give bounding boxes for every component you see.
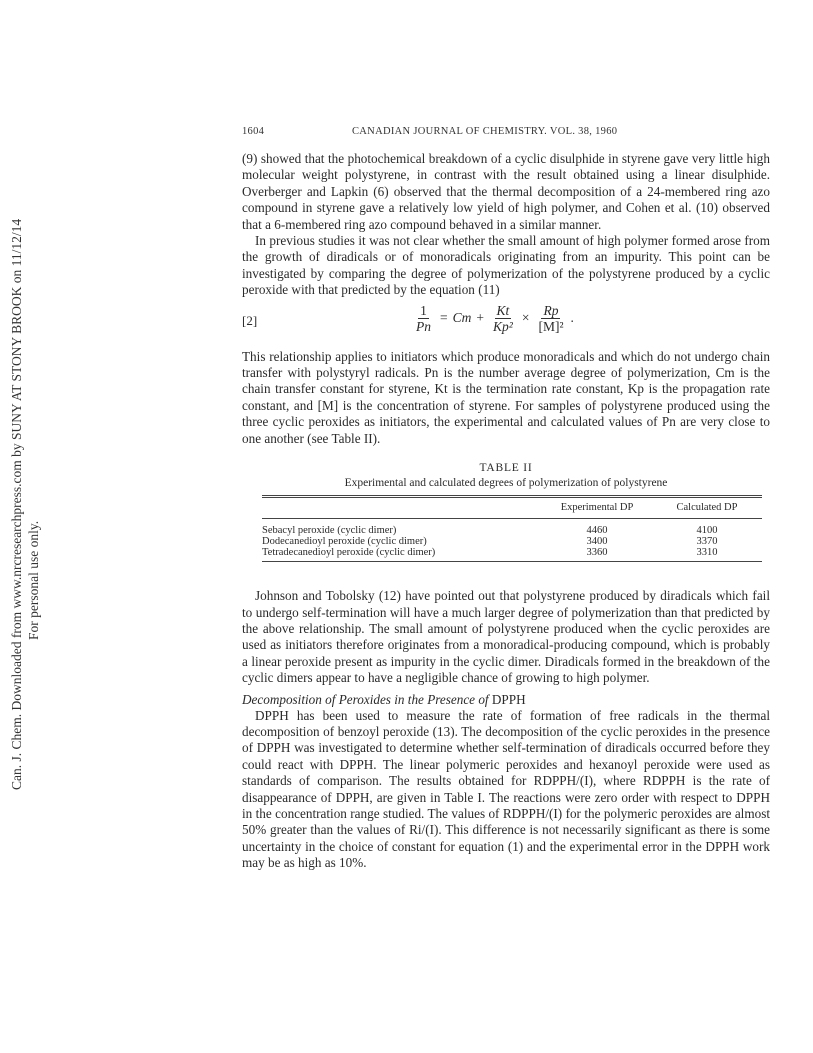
equation-number: [2]: [242, 312, 258, 328]
download-notice: Can. J. Chem. Downloaded from www.nrcresearchpress.com by SUNY AT STONY BROOK on 11/12/14: [9, 218, 24, 790]
paragraph-5: DPPH has been used to measure the rate of formation of free radicals in the thermal decomposition of benzoyl peroxide (13). The decomposition of the cyclic peroxides in the presence of DPPH was investigated to determine whether self-termination of diradicals occurred before they could react with DPPH. The linear polymeric peroxides and hexanoyl peroxide were used as standards of comparison. The results obtained for RDPPH/(I), where RDPPH is the rate of disappearance of DPPH, are given in Table I. The reactions were zero order with respect to DPPH in the concentration range studied. The values of RDPPH/(I) for the polymeric peroxides are almost 50% greater than the values of Ri/(I). This difference is not necessarily significant as there is some uncertainty in the choice of constant for equation (1) and the experimental error in the DPPH work may be as high as 10%.: [242, 707, 770, 871]
table-cell: 4460: [586, 525, 608, 537]
page-number: 1604: [242, 126, 265, 137]
journal-title: CANADIAN JOURNAL OF CHEMISTRY. VOL. 38, 1960: [352, 126, 618, 137]
plus-sign: +: [476, 310, 485, 326]
page-body: [242, 126, 770, 872]
table-row: [262, 547, 762, 562]
lhs-numerator: 1: [420, 302, 427, 318]
kt-numerator: Kt: [496, 302, 510, 318]
table-label: TABLE II: [479, 462, 533, 475]
table-caption: [242, 461, 770, 491]
dp-table: [262, 495, 762, 562]
rp-numerator: Rp: [543, 302, 559, 318]
table-cell: Sebacyl peroxide (cyclic dimer): [262, 525, 397, 537]
rate-constant-fraction: [491, 303, 515, 334]
table-cell: 3400: [586, 536, 608, 548]
table-cell: 4100: [696, 525, 718, 537]
kp-denominator: Kp²: [493, 318, 513, 334]
lhs-fraction: [414, 303, 433, 334]
table-header-cell: Calculated DP: [652, 497, 762, 519]
table-row: [262, 536, 762, 547]
table-row: [262, 519, 762, 537]
section-heading: [242, 691, 770, 708]
running-header: [242, 126, 770, 137]
monomer-denominator: [M]²: [538, 318, 564, 334]
usage-notice: For personal use only.: [26, 520, 41, 640]
paragraph-4: Johnson and Tobolsky (12) have pointed out that polystyrene produced by diradicals which fail to undergo self-termination will have a much larger degree of polymerization than that predicted by the above relationship. The small amount of polystyrene produced when the cyclic peroxides are used as initiators therefore originates from a monoradical-producing compound, which is probably a linear peroxide present as impurity in the cyclic dimer. Diradicals formed in the breakdown of the cyclic dimers appear to have a negligible chance of growing to high polymer.: [242, 588, 770, 686]
download-watermark: [8, 218, 48, 790]
lhs-denominator: Pn: [416, 318, 431, 334]
section-heading-dpph: DPPH: [491, 691, 526, 707]
equals-sign: =: [440, 310, 448, 326]
table-cell: 3370: [696, 536, 718, 548]
paragraph-2: In previous studies it was not clear whether the small amount of high polymer formed arose from the growth of diradicals or of monoradicals originating from an impurity. This point can be investigated by comparing the degree of polymerization of the polystyrene produced by a cyclic peroxide with that predicted by the equation (11): [242, 233, 770, 298]
table-cell: Dodecanedioyl peroxide (cyclic dimer): [262, 536, 427, 548]
equation-body: [412, 303, 574, 334]
table-cell: 3310: [652, 547, 762, 562]
table-header-cell: [262, 497, 542, 519]
table-cell: Tetradecanedioyl peroxide (cyclic dimer): [262, 547, 542, 562]
equation-period: .: [570, 310, 574, 326]
rate-fraction: [536, 303, 565, 334]
equation-2: [242, 303, 770, 347]
table-header-row: [262, 497, 762, 519]
times-sign: ×: [521, 310, 530, 326]
paragraph-3: This relationship applies to initiators which produce monoradicals and which do not undergo chain transfer with polystyryl radicals. Pn is the number average degree of polymerization, Cm is the chain transfer constant for styrene, Kt is the termination rate constant, Kp is the propagation rate constant, and [M] is the concentration of styrene. For samples of polystyrene produced using the three cyclic peroxides as initiators, the experimental and calculated values of Pn are very close to one another (see Table II).: [242, 348, 770, 446]
chain-transfer-term: Cm: [452, 310, 472, 326]
table-header-cell: Experimental DP: [542, 497, 652, 519]
paragraph-1: (9) showed that the photochemical breakdown of a cyclic disulphide in styrene gave very little high molecular weight polystyrene, in contrast with the result obtained using a linear disulphide. Overberger and Lapkin (6) observed that the thermal decomposition of a 24-membered ring azo compound in styrene gave a relatively low yield of high polymer, and Cohen et al. (10) observed that a 6-membered ring azo compound behaved in a similar manner.: [242, 151, 770, 232]
table-cell: 3360: [542, 547, 652, 562]
section-heading-text: Decomposition of Peroxides in the Presence of: [242, 691, 489, 707]
table-title: Experimental and calculated degrees of polymerization of polystyrene: [344, 477, 668, 490]
